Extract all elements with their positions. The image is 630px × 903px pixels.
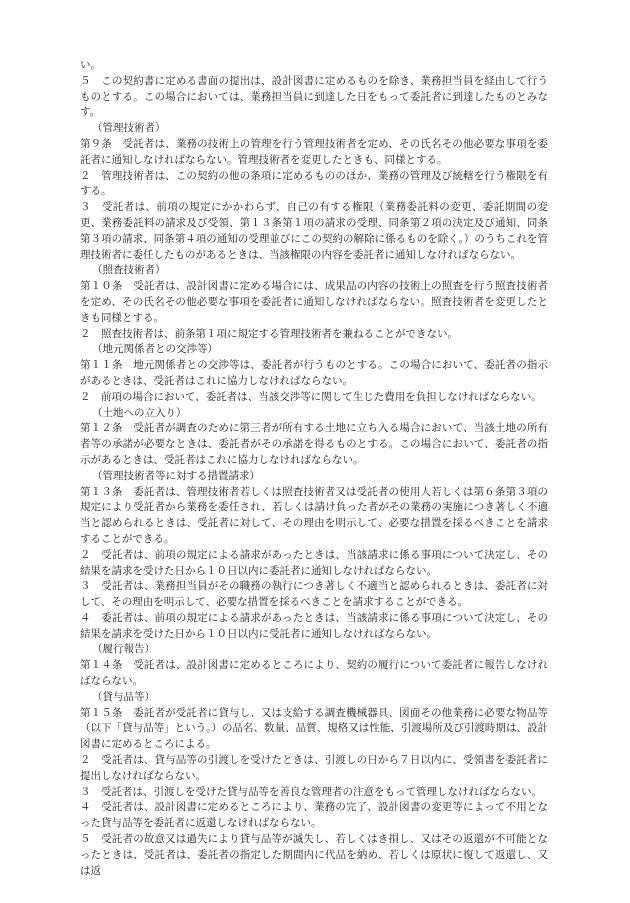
paragraph-art13-4: ４ 委託者は、前項の規定による請求があったときは、当該請求に係る事項について決定し、その結果を請求を受けた日から１０日以内に受託者に通知しなければならない。 [80, 611, 548, 640]
paragraph-art13-3: ３ 受託者は、業務担当員がその職務の執行につき著しく不適当と認められるときは、委託者に対して、その理由を明示して、必要な措置を採るべきことを請求することができる。 [80, 580, 548, 609]
paragraph-art8-5: ５ この契約書に定める書面の提出は、設計図書に定めるものを除き、業務担当員を経由して行うものとする。この場合においては、業務担当員に到達した日をもって委託者に到達したものとみなす。 [80, 74, 548, 119]
paragraph-art15-2: ２ 受託者は、貸与品等の引渡しを受けたときは、引渡しの日から７日以内に、受領書を委託者に提出しなければならない。 [80, 754, 548, 782]
paragraph-art11-2: ２ 前項の場合において、委託者は、当該交渉等に関して生じた費用を負担しなければならない。 [80, 390, 542, 403]
heading-art9: （管理技術者） [92, 122, 166, 135]
contract-document-body [80, 58, 548, 879]
paragraph-continuation: い。 [80, 59, 101, 71]
paragraph-art15-3: ３ 受託者は、引渡しを受けた貸与品等を善良な管理者の注意をもって管理しなければならない。 [80, 785, 542, 798]
paragraph-art13-2: ２ 受託者は、前項の規定による請求があったときは、当該請求に係る事項について決定し、その結果を請求を受けた日から１０日以内に委託者に通知しなければならない。 [80, 548, 548, 577]
heading-art15: （貸与品等） [92, 690, 155, 703]
heading-art12: （土地への立入り） [92, 406, 187, 419]
paragraph-art9-3: ３ 受託者は、前項の規定にかかわらず、自己の有する権限（業務委託料の変更、委託期間の変更、業務委託料の請求及び受領、第１３条第１項の請求の受理、同条第２項の決定及び通知、同条第３項の請求、同条第４項の通知の受理並びにこの契約の解除に係るものを除く。）のうちこれを管理技術者に委任したものがあるときは、当該権限の内容を委託者に通知しなければならない。 [80, 201, 548, 261]
paragraph-art9-2: ２ 管理技術者は、この契約の他の条項に定めるもののほか、業務の管理及び統轄を行う権限を有する。 [80, 169, 548, 198]
paragraph-art10-2: ２ 照査技術者は、前条第１項に規定する管理技術者を兼ねることができない。 [80, 327, 458, 340]
heading-art14: （履行報告） [92, 643, 155, 656]
paragraph-art11-1: 第１１条 地元関係者との交渉等は、委託者が行うものとする。この場合において、委託者の指示があるときは、受託者はこれに協力しなければならない。 [80, 359, 548, 387]
paragraph-art9-1: 第９条 受託者は、業務の技術上の管理を行う管理技術者を定め、その氏名その他必要な事項を委託者に通知しなければならない。管理技術者を変更したときも、同様とする。 [80, 137, 548, 166]
heading-art13: （管理技術者等に対する措置請求） [92, 469, 260, 482]
paragraph-art15-1: 第１５条 委託者が受託者に貸与し、又は支給する調査機械器具、図面その他業務に必要な物品等（以下「貸与品等」という。）の品名、数量、品質、規格又は性能、引渡場所及び引渡時期は、設計図書に定めるところによる。 [80, 706, 548, 751]
heading-art10: （照査技術者） [92, 264, 166, 277]
paragraph-art14-1: 第１４条 受託者は、設計図書に定めるところにより、契約の履行について委託者に報告しなければならない。 [80, 659, 548, 688]
heading-art11: （地元関係者との交渉等） [92, 343, 218, 356]
paragraph-art13-1: 第１３条 委託者は、管理技術者若しくは照査技術者又は受託者の使用人若しくは第６条第３項の規定により受託者から業務を委任され、若しくは請け負った者がその業務の実施につき著しく不適当と認められるときは、受託者に対して、その理由を明示して、必要な措置を採るべきことを請求することができる。 [80, 485, 548, 545]
paragraph-art15-4: ４ 受託者は、設計図書に定めるところにより、業務の完了、設計図書の変更等によって不用となった貸与品等を委託者に返還しなければならない。 [80, 801, 548, 830]
paragraph-art12-1: 第１２条 受託者が調査のために第三者が所有する土地に立ち入る場合において、当該土地の所有者等の承諾が必要なときは、委託者がその承諾を得るものとする。この場合において、委託者の指示があるときは、受託者はこれに協力しなければならない。 [80, 422, 548, 466]
paragraph-art15-5: ５ 受託者の故意又は過失により貸与品等が滅失し、若しくはき損し、又はその返還が不可能となったときは、受託者は、委託者の指定した期間内に代品を納め、若しくは原状に復して返還し、又は返 [80, 833, 548, 877]
paragraph-art10-1: 第１０条 受託者は、設計図書に定める場合には、成果品の内容の技術上の照査を行う照査技術者を定め、その氏名その他必要な事項を委託者に通知しなければならない。照査技術者を変更したときも同様とする。 [80, 280, 548, 324]
